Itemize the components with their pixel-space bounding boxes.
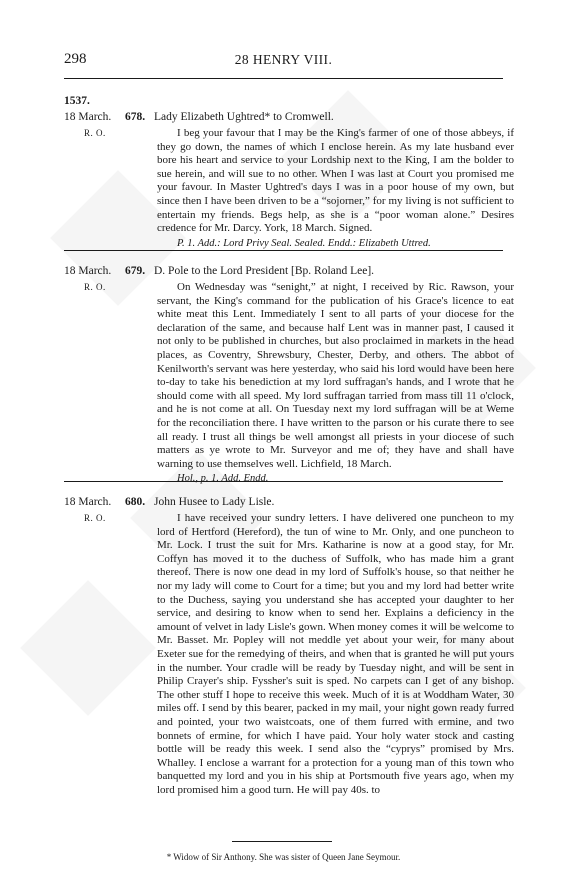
entry-680 bbox=[64, 495, 514, 797]
entry-text: I beg your favour that I may be the King's farmer of one of those abbeys, if they go down, the names of which I enclose herein. As my late husband ever bore his heart and service to your Lordship next to the King, I am the bolder to sue herein, and will sue to no other. When I was last at Court you promised me your favour. In Master Ughtred's days I was in a poor house of my own, but since then I have been driven to be a “sojorner,” for my living is not sufficient to entertain my friends. Begs help, as she is a “poor woman alone.” Desires credence for Mr. Darcy. York, 18 March. Signed. bbox=[157, 127, 514, 235]
footnote: * Widow of Sir Anthony. She was sister of Queen Jane Seymour. bbox=[166, 852, 401, 862]
entry-text: On Wednesday was “senight,” at night, I received by Ric. Rawson, your servant, the King's command for the publication of his Grace's licence to eat white meat this Lent. Immediately I sent to all parts of your diocese for the declaration of the same, and because half Lent was in manner past, I caused it not only to be published in churches, but also proclaimed in markets in the head places, as Coventry, Shrewsbury, Chester, Derby, and others. The abbot of Kenilworth's servant was here yesterday, who said his lord would have been here to-day to take his benediction at my lord suffragan's hands, and I wrote that he should come with all speed. My lord suffragan tarried from mass till 11 o'clock, and he is not come at all. On Tuesday next my lord suffragan will be at Weme for the reconciliation there. I have written to the parson or his curate there to see all ready. I trust all things be well amongst all priests in your diocese of such matters as ye wrote to Mr. Surveyor and me of; they have and shall have warning to use themselves well. Lichfield, 18 March. bbox=[157, 281, 514, 470]
entry-title: Lady Elizabeth Ughtred* to Cromwell. bbox=[154, 111, 334, 123]
entry-title: D. Pole to the Lord President [Bp. Roland Lee]. bbox=[154, 265, 375, 277]
entry-title: John Husee to Lady Lisle. bbox=[154, 496, 275, 508]
entry-date: 18 March. bbox=[64, 265, 112, 277]
entry-heading bbox=[64, 495, 514, 510]
running-header bbox=[64, 51, 503, 69]
year-label: 1537. bbox=[64, 95, 90, 107]
source-ref: R. O. bbox=[84, 513, 106, 523]
entry-date: 18 March. bbox=[64, 111, 112, 123]
entry-number: 679. bbox=[125, 265, 146, 277]
entry-divider bbox=[64, 250, 503, 251]
footnote-rule bbox=[232, 841, 332, 842]
entry-text: I have received your sundry letters. I have delivered one puncheon to my lord of Hertford (Hereford), the tun of wine to Mr. Only, and one puncheon to Mr. Lock. I trust the suit for Mrs. Katharine is now at a good stay, for Mr. Coffyn has moved it to the duchess of Suffolk, who has made him a grant thereof. There is now one dead in my lord of Suffolk's house, so that neither he nor my lady will come to Court for a time; but you and my lord had better write to the Duchess, saying you understand she has accepted your daughter to her service, and desiring to know when to send her. Explains a deficiency in the amount of velvet in lady Lisle's gown. When money comes it will be welcome to Mr. Basset. Mr. Popley will not meddle yet about your weir, for many about Exeter sue for the remedying of theirs, and when that is granted he will put yours in the number. Your cradle will be ready by Tuesday night, and will be sent in Philip Crayer's ship. Fyssher's suit is sped. No carpets can I get of any bishop. The other stuff I hope to receive this week. Much of it is at Woddham Water, 30 miles off. I send by this bearer, packed in my mail, your night gown ready furred and pointed, your two waistcoats, one of them furred with ermine, and two bonnets of ermine, for which I have paid. Your holy water stock and casting bottle will be ready this week. I send also the “cyprys” promised by Mrs. Whalley. I enclose a warrant for a protection for a young man of this town who banquetted my lord and you in his ship at Portsmouth five years ago, when my lord promised him a good turn. He will pay 40s. to bbox=[157, 512, 514, 796]
source-ref: R. O. bbox=[84, 282, 106, 292]
entry-679 bbox=[64, 264, 514, 486]
entry-number: 680. bbox=[125, 496, 146, 508]
source-ref: R. O. bbox=[84, 128, 106, 138]
entry-678 bbox=[64, 110, 514, 251]
entry-meta: Hol., p. 1. Add. Endd. bbox=[177, 473, 269, 485]
page-number: 298 bbox=[64, 51, 87, 67]
entry-number: 678. bbox=[125, 111, 146, 123]
entry-divider bbox=[64, 481, 503, 482]
entry-heading bbox=[64, 264, 514, 279]
running-title: 28 HENRY VIII. bbox=[234, 52, 333, 67]
header-rule bbox=[64, 78, 503, 79]
entry-date: 18 March. bbox=[64, 496, 112, 508]
entry-meta: P. 1. Add.: Lord Privy Seal. Sealed. Endd.: Elizabeth Uttred. bbox=[177, 237, 431, 249]
entry-heading bbox=[64, 110, 514, 125]
